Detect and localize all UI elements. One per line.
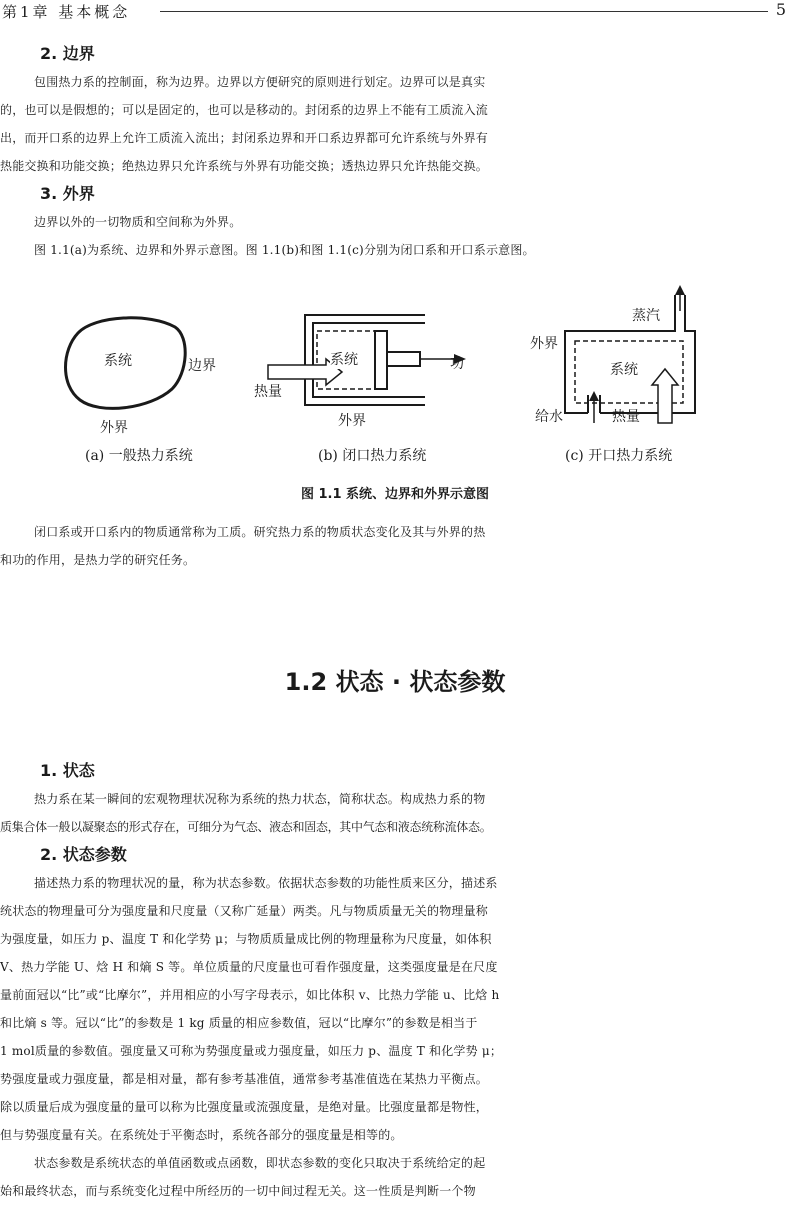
text-line: 闭口系或开口系内的物质通常称为工质。研究热力系的物质状态变化及其与外界的热 — [34, 525, 486, 539]
open-system-tank — [565, 295, 695, 413]
label-surroundings-c: 外界 — [530, 336, 558, 352]
text-block-top — [0, 40, 790, 264]
text-line: 质集合体一般以凝聚态的形式存在，可细分为气态、液态和固态，其中气态和液态统称流体态。 — [0, 820, 492, 834]
label-system-b: 系统 — [330, 349, 358, 369]
text-line: 热能交换和功能交换；绝热边界只允许系统与外界有功能交换；透热边界只允许热能交换。 — [0, 159, 489, 173]
para-state — [0, 785, 790, 841]
text-line: 包围热力系的控制面，称为边界。边界以方便研究的原则进行划定。边界可以是真实 — [34, 75, 486, 89]
figure-1-1 — [0, 285, 790, 520]
para-boundary — [0, 68, 790, 180]
para-surroundings — [0, 208, 790, 264]
text-line: 为强度量，如压力 p、温度 T 和化学势 μ；与物质质量成比例的物理量称为尺度量，如体积 — [0, 932, 492, 946]
steam-arrow-head — [675, 285, 685, 295]
heading-surroundings: 3. 外界 — [40, 184, 95, 203]
closed-system-cylinder — [305, 315, 425, 405]
text-line: 量前面冠以“比”或“比摩尔”，并用相应的小写字母表示，如比体积 v、比热力学能 u、比焓 h — [0, 988, 500, 1002]
label-heat-c: 热量 — [612, 409, 640, 425]
running-header — [0, 0, 790, 22]
para-state-params-1 — [0, 869, 790, 1149]
label-feedwater-c: 给水 — [535, 409, 563, 425]
para-state-params-2 — [0, 1149, 790, 1205]
label-surroundings-a: 外界 — [100, 420, 128, 436]
para-after-figure — [0, 518, 790, 574]
text-line: V、热力学能 U、焓 H 和熵 S 等。单位质量的尺度量也可看作强度量，这类强度量是在尺度 — [0, 960, 498, 974]
label-system-a: 系统 — [104, 353, 132, 369]
text-line: 图 1.1(a)为系统、边界和外界示意图。图 1.1(b)和图 1.1(c)分别为闭口系和开口系示意图。 — [34, 243, 535, 257]
caption-b: (b) 闭口热力系统 — [318, 448, 427, 464]
caption-a: (a) 一般热力系统 — [85, 448, 193, 464]
section-title: 1.2 状态 · 状态参数 — [284, 668, 506, 696]
feedwater-arrow-head — [589, 391, 599, 401]
label-work-b: 功 — [450, 356, 464, 372]
label-boundary-a: 边界 — [188, 358, 216, 374]
text-line: 除以质量后成为强度量的量可以称为比强度量或流强度量，是绝对量。比强度量都是物性， — [0, 1100, 489, 1114]
text-line: 状态参数是系统状态的单值函数或点函数，即状态参数的变化只取决于系统给定的起 — [34, 1156, 486, 1170]
text-line: 但与势强度量有关。在系统处于平衡态时，系统各部分的强度量是相等的。 — [0, 1128, 403, 1142]
page-number: 5 — [775, 0, 786, 19]
caption-c: (c) 开口热力系统 — [565, 448, 673, 464]
label-steam-c: 蒸汽 — [632, 308, 660, 324]
header-rule — [160, 11, 768, 12]
heat-arrow-c — [652, 369, 678, 423]
text-line: 和功的作用，是热力学的研究任务。 — [0, 553, 196, 567]
chapter-title: 第1章 基本概念 — [2, 3, 131, 21]
text-line: 统状态的物理量可分为强度量和尺度量（又称广延量）两类。凡与物质质量无关的物理量称 — [0, 904, 489, 918]
text-line: 出，而开口系的边界上允许工质流入流出；封闭系边界和开口系边界都可允许系统与外界有 — [0, 131, 489, 145]
text-line: 和比熵 s 等。冠以“比”的参数是 1 kg 质量的相应参数值，冠以“比摩尔”的参数是相当于 — [0, 1016, 478, 1030]
heading-boundary: 2. 边界 — [40, 44, 95, 63]
text-line: 势强度量或力强度量，都是相对量，都有参考基准值，通常参考基准值选在某热力平衡点。 — [0, 1072, 489, 1086]
heading-state-params: 2. 状态参数 — [40, 845, 127, 864]
text-line: 热力系在某一瞬间的宏观物理状况称为系统的热力状态，简称状态。构成热力系的物 — [34, 792, 486, 806]
label-heat-b: 热量 — [254, 384, 282, 400]
text-block-bottom — [0, 757, 790, 1205]
text-line: 始和最终状态，而与系统变化过程中所经历的一切中间过程无关。这一性质是判断一个物 — [0, 1184, 476, 1198]
figure-caption: 图 1.1 系统、边界和外界示意图 — [300, 487, 490, 502]
label-surroundings-b: 外界 — [338, 413, 366, 429]
text-line: 描述热力系的物理状况的量，称为状态参数。依据状态参数的功能性质来区分，描述系 — [34, 876, 498, 890]
text-line: 边界以外的一切物质和空间称为外界。 — [34, 215, 242, 229]
text-line: 1 mol质量的参数值。强度量又可称为势强度量或力强度量，如压力 p、温度 T 和化学势 μ； — [0, 1044, 503, 1058]
heading-state: 1. 状态 — [40, 761, 95, 780]
text-line: 的，也可以是假想的；可以是固定的，也可以是移动的。封闭系的边界上不能有工质流入流 — [0, 103, 489, 117]
label-system-c: 系统 — [610, 362, 638, 378]
